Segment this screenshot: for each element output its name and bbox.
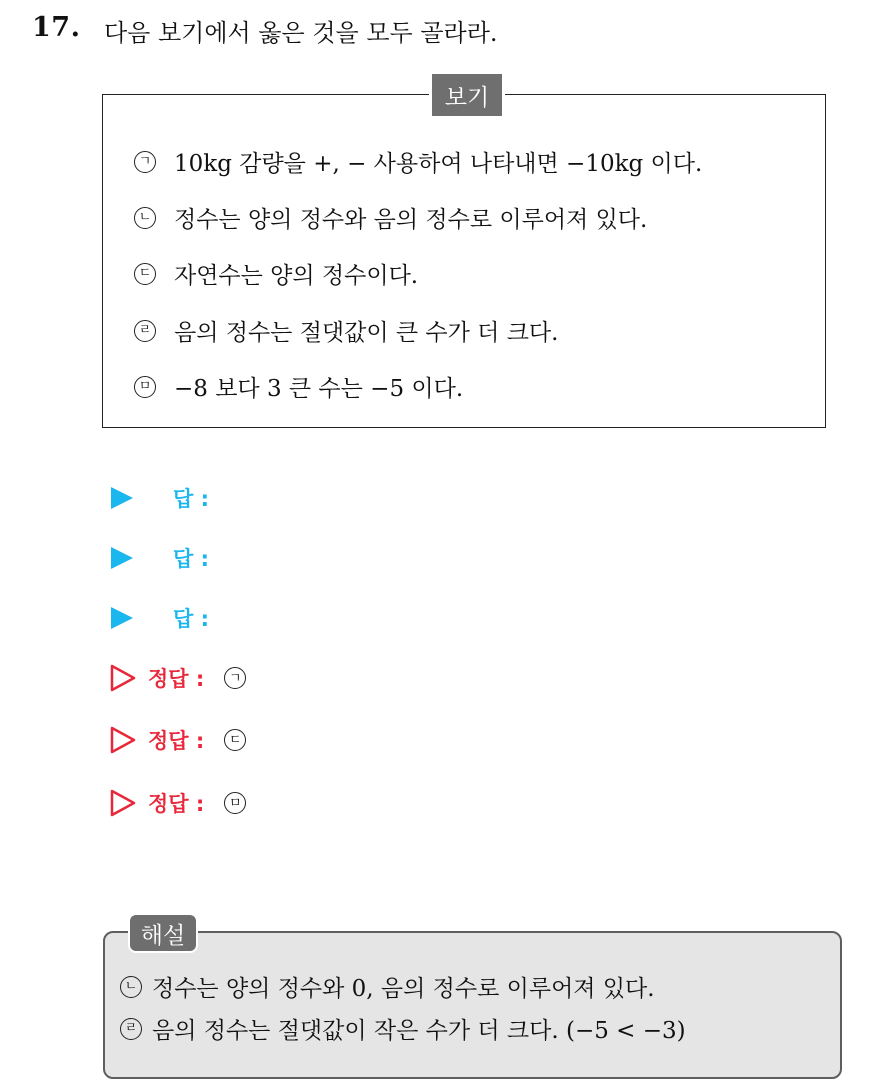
bogi-item [134, 370, 463, 403]
answer-label: 답 : [173, 607, 209, 631]
bogi-item-text: 정수는 양의 정수와 음의 정수로 이루어져 있다. [174, 207, 648, 233]
explanation-line [120, 1012, 686, 1045]
circled-marker-icon: ㅁ [224, 792, 246, 814]
bogi-item [134, 257, 418, 290]
bogi-item-text: −8 보다 3 큰 수는 −5 이다. [174, 376, 464, 402]
circled-marker-icon: ㄴ [120, 976, 142, 998]
circled-marker-icon: ㄷ [134, 263, 156, 285]
explanation-text: 정수는 양의 정수와 0, 음의 정수로 이루어져 있다. [152, 976, 655, 1002]
correct-answer-label: 정답 : [148, 729, 205, 753]
outline-triangle-icon [110, 664, 136, 692]
question-number: 17. [32, 12, 81, 43]
circled-marker-icon: ㄱ [224, 667, 246, 689]
answer-label: 답 : [173, 547, 209, 571]
bogi-item-text: 자연수는 양의 정수이다. [174, 263, 419, 289]
correct-answer-label: 정답 : [148, 792, 205, 816]
correct-answer-row [110, 663, 264, 693]
answer-label: 답 : [173, 487, 209, 511]
explanation-text: 음의 정수는 절댓값이 작은 수가 더 크다. (−5 < −3) [152, 1018, 686, 1044]
outline-triangle-icon [110, 726, 136, 754]
bogi-item [134, 201, 647, 234]
explanation-line [120, 970, 655, 1003]
question-text: 다음 보기에서 옳은 것을 모두 골라라. [104, 19, 498, 47]
play-triangle-icon [111, 607, 133, 629]
circled-marker-icon: ㄹ [134, 320, 156, 342]
play-triangle-icon [111, 547, 133, 569]
answer-row [111, 543, 209, 573]
bogi-item-text: 10kg 감량을 +, − 사용하여 나타내면 −10kg 이다. [174, 151, 703, 177]
bogi-item [134, 145, 702, 178]
answer-row [111, 483, 209, 513]
bogi-title: 보기 [429, 74, 505, 116]
circled-marker-icon: ㄹ [120, 1018, 142, 1040]
bogi-item-text: 음의 정수는 절댓값이 큰 수가 더 크다. [174, 320, 559, 346]
correct-answer-row [110, 725, 264, 755]
circled-marker-icon: ㄷ [224, 729, 246, 751]
explanation-box [103, 931, 842, 1079]
play-triangle-icon [111, 487, 133, 509]
answer-row [111, 603, 209, 633]
circled-marker-icon: ㄴ [134, 207, 156, 229]
bogi-item [134, 314, 558, 347]
correct-answer-row [110, 788, 264, 818]
explanation-title: 해설 [128, 913, 198, 953]
circled-marker-icon: ㅁ [134, 376, 156, 398]
outline-triangle-icon [110, 789, 136, 817]
correct-answer-label: 정답 : [148, 667, 205, 691]
circled-marker-icon: ㄱ [134, 151, 156, 173]
